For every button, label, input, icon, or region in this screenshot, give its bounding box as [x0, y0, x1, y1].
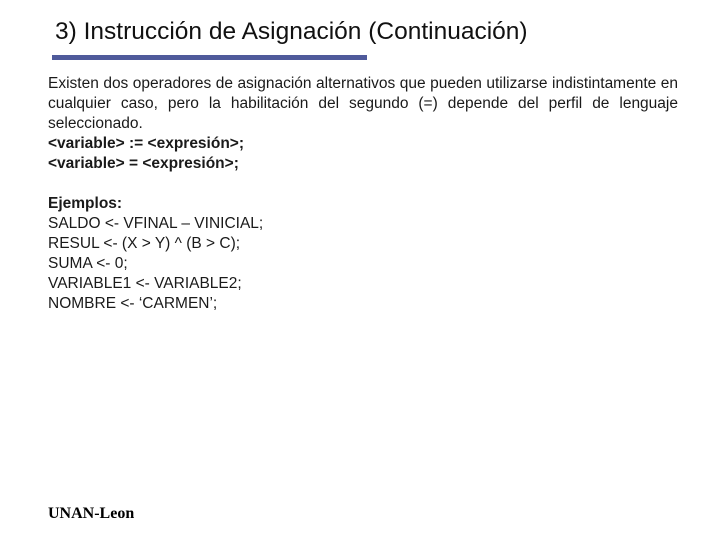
spacer	[48, 174, 678, 194]
example-line-4: VARIABLE1 <- VARIABLE2;	[48, 275, 242, 292]
examples-heading: Ejemplos:	[48, 195, 123, 212]
example-line-1: SALDO <- VFINAL – VINICIAL;	[48, 215, 264, 232]
syntax-line-1: <variable> := <expresión>;	[48, 135, 245, 152]
example-line-3: SUMA <- 0;	[48, 255, 128, 272]
intro-paragraph: Existen dos operadores de asignación alternativos que pueden utilizarse indistintamente en cualquier caso, pero la habilitación del segundo (=) depende del perfil de lenguaje seleccionado.	[48, 75, 678, 132]
example-line-2: RESUL <- (X > Y) ^ (B > C);	[48, 235, 241, 252]
example-line-5: NOMBRE <- ‘CARMEN’;	[48, 295, 218, 312]
slide-body	[48, 74, 678, 314]
slide-title: 3) Instrucción de Asignación (Continuación)	[55, 18, 528, 45]
syntax-line-2: <variable> = <expresión>;	[48, 155, 239, 172]
footer-institution: UNAN-Leon	[48, 505, 135, 522]
title-underline	[52, 55, 367, 60]
